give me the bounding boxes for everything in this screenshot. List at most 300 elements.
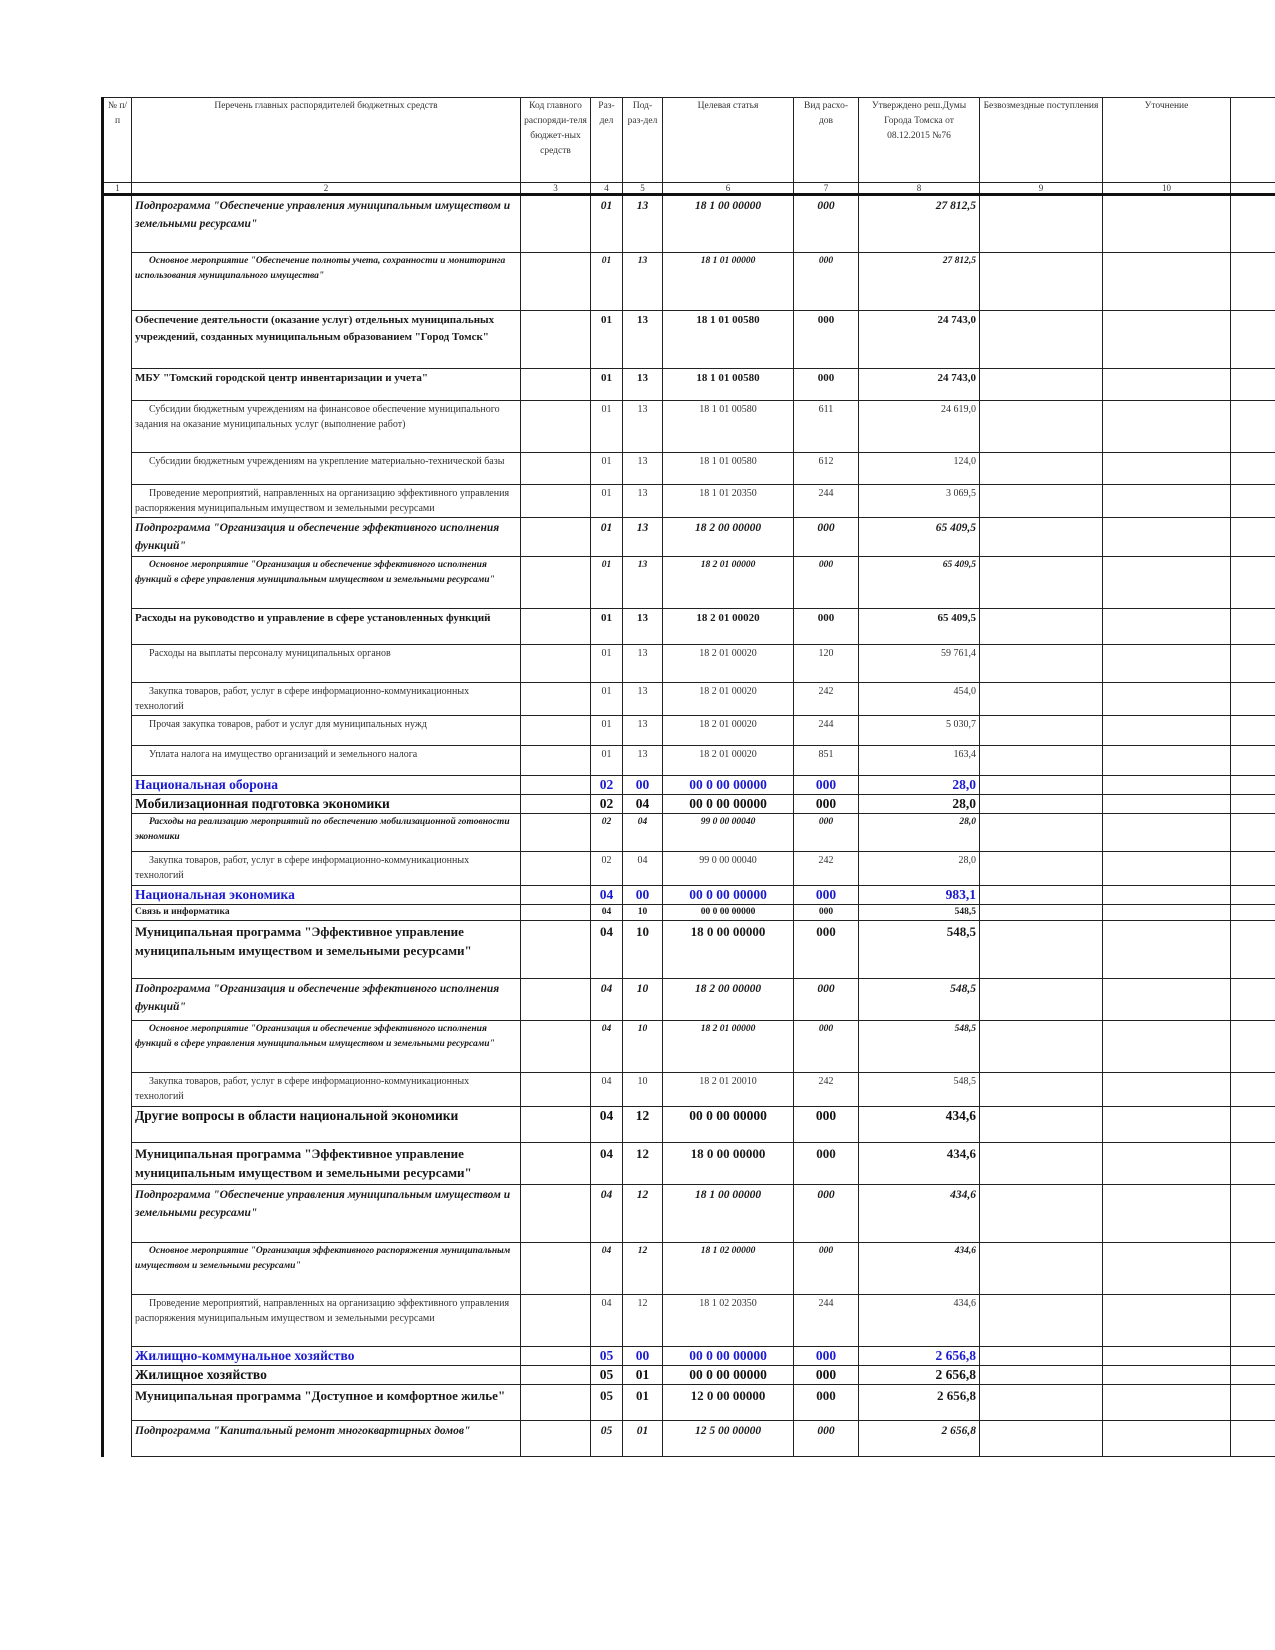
row-number-cell [103,609,132,645]
row-section: 01 [591,683,623,716]
row-clarification [1103,369,1231,401]
header-expense-type: Вид расхо-дов [794,98,859,183]
row-expense-type: 611 [794,401,859,453]
table-row [103,1073,1275,1107]
row-expense-type: 000 [794,609,859,645]
row-extra [1231,795,1275,814]
column-number: 5 [623,183,663,195]
row-recipient-code [521,645,591,683]
row-subsection: 13 [623,485,663,518]
row-number-cell [103,557,132,609]
header-section: Раз-дел [591,98,623,183]
row-expense-type: 244 [794,1295,859,1347]
row-number-cell [103,795,132,814]
row-approved-amount: 27 812,5 [859,195,980,253]
row-name: МБУ "Томский городской центр инвентаризации и учета" [132,369,521,401]
row-target-article: 00 0 00 00000 [663,795,794,814]
row-section: 04 [591,979,623,1021]
row-number-cell [103,1295,132,1347]
row-recipient-code [521,1021,591,1073]
row-subsection: 13 [623,557,663,609]
column-number: 4 [591,183,623,195]
row-free-receipts [980,852,1103,886]
row-clarification [1103,609,1231,645]
row-approved-amount: 3 069,5 [859,485,980,518]
row-name: Муниципальная программа "Эффективное управление муниципальным имуществом и земельными ресурсами" [132,1143,521,1185]
row-extra [1231,852,1275,886]
row-extra [1231,1185,1275,1243]
row-target-article: 18 2 01 00020 [663,645,794,683]
row-recipient-code [521,453,591,485]
row-extra [1231,1385,1275,1421]
row-number-cell [103,1185,132,1243]
row-target-article: 99 0 00 00040 [663,814,794,852]
row-expense-type: 000 [794,921,859,979]
row-subsection: 10 [623,921,663,979]
row-subsection: 10 [623,979,663,1021]
row-expense-type: 000 [794,518,859,557]
row-name: Муниципальная программа "Доступное и комфортное жилье" [132,1385,521,1421]
row-name: Субсидии бюджетным учреждениям на укрепление материально-технической базы [132,453,521,485]
row-free-receipts [980,746,1103,776]
row-approved-amount: 434,6 [859,1295,980,1347]
row-extra [1231,557,1275,609]
row-expense-type: 612 [794,453,859,485]
header-target-article: Целевая статья [663,98,794,183]
row-free-receipts [980,1143,1103,1185]
row-name: Подпрограмма "Обеспечение управления муниципальным имуществом и земельными ресурсами" [132,1185,521,1243]
row-clarification [1103,1143,1231,1185]
row-approved-amount: 124,0 [859,453,980,485]
row-name: Прочая закупка товаров, работ и услуг для муниципальных нужд [132,716,521,746]
table-header [103,98,1275,195]
row-approved-amount: 434,6 [859,1143,980,1185]
row-clarification [1103,716,1231,746]
row-subsection: 13 [623,253,663,311]
row-approved-amount: 24 743,0 [859,311,980,369]
row-clarification [1103,683,1231,716]
row-extra [1231,1421,1275,1457]
row-number-cell [103,814,132,852]
header-recipient-name: Перечень главных распорядителей бюджетных средств [132,98,521,183]
row-clarification [1103,852,1231,886]
row-subsection: 10 [623,905,663,921]
row-section: 01 [591,645,623,683]
table-row [103,1366,1275,1385]
row-recipient-code [521,1366,591,1385]
table-row [103,453,1275,485]
row-clarification [1103,814,1231,852]
row-extra [1231,1073,1275,1107]
row-name: Закупка товаров, работ, услуг в сфере информационно-коммуникационных технологий [132,683,521,716]
row-clarification [1103,401,1231,453]
row-free-receipts [980,814,1103,852]
header-clarification: Уточнение [1103,98,1231,183]
table-row [103,645,1275,683]
row-extra [1231,776,1275,795]
row-section: 01 [591,311,623,369]
row-section: 04 [591,1143,623,1185]
row-expense-type: 000 [794,1385,859,1421]
row-extra [1231,746,1275,776]
column-number: 3 [521,183,591,195]
table-row [103,369,1275,401]
row-subsection: 13 [623,369,663,401]
row-clarification [1103,1243,1231,1295]
row-clarification [1103,1073,1231,1107]
row-section: 04 [591,921,623,979]
row-number-cell [103,1021,132,1073]
row-section: 01 [591,253,623,311]
row-extra [1231,609,1275,645]
row-approved-amount: 2 656,8 [859,1421,980,1457]
row-number-cell [103,1107,132,1143]
row-approved-amount: 5 030,7 [859,716,980,746]
row-expense-type: 000 [794,776,859,795]
row-subsection: 12 [623,1143,663,1185]
row-expense-type: 000 [794,886,859,905]
row-clarification [1103,253,1231,311]
row-expense-type: 000 [794,1107,859,1143]
row-section: 05 [591,1347,623,1366]
row-target-article: 00 0 00 00000 [663,905,794,921]
row-recipient-code [521,979,591,1021]
row-approved-amount: 2 656,8 [859,1366,980,1385]
row-extra [1231,1366,1275,1385]
row-number-cell [103,886,132,905]
row-clarification [1103,979,1231,1021]
row-section: 01 [591,557,623,609]
row-number-cell [103,453,132,485]
table-row [103,311,1275,369]
row-expense-type: 000 [794,979,859,1021]
row-approved-amount: 24 743,0 [859,369,980,401]
row-expense-type: 000 [794,1143,859,1185]
row-free-receipts [980,557,1103,609]
row-number-cell [103,518,132,557]
row-subsection: 04 [623,814,663,852]
row-expense-type: 000 [794,1366,859,1385]
row-approved-amount: 28,0 [859,776,980,795]
row-target-article: 18 2 01 20010 [663,1073,794,1107]
row-approved-amount: 27 812,5 [859,253,980,311]
row-name: Мобилизационная подготовка экономики [132,795,521,814]
row-clarification [1103,1185,1231,1243]
row-expense-type: 000 [794,905,859,921]
row-approved-amount: 548,5 [859,979,980,1021]
row-clarification [1103,1021,1231,1073]
row-free-receipts [980,683,1103,716]
row-recipient-code [521,1107,591,1143]
table-row [103,195,1275,253]
row-subsection: 01 [623,1385,663,1421]
row-expense-type: 000 [794,1347,859,1366]
row-section: 01 [591,195,623,253]
row-target-article: 18 1 01 00580 [663,401,794,453]
row-name: Национальная экономика [132,886,521,905]
row-number-cell [103,905,132,921]
row-expense-type: 000 [794,311,859,369]
row-free-receipts [980,795,1103,814]
table-row [103,1243,1275,1295]
row-section: 04 [591,1107,623,1143]
column-number: 10 [1103,183,1231,195]
row-free-receipts [980,921,1103,979]
row-free-receipts [980,1073,1103,1107]
row-free-receipts [980,1421,1103,1457]
row-section: 04 [591,1243,623,1295]
row-subsection: 13 [623,746,663,776]
column-number: 1 [103,183,132,195]
row-section: 01 [591,716,623,746]
row-name: Расходы на реализацию мероприятий по обеспечению мобилизационной готовности экономики [132,814,521,852]
row-target-article: 18 2 01 00000 [663,1021,794,1073]
row-section: 02 [591,795,623,814]
table-row [103,886,1275,905]
row-name: Подпрограмма "Организация и обеспечение эффективного исполнения функций" [132,518,521,557]
row-target-article: 18 2 01 00020 [663,609,794,645]
row-subsection: 10 [623,1073,663,1107]
column-number: 9 [980,183,1103,195]
row-free-receipts [980,369,1103,401]
row-extra [1231,905,1275,921]
row-section: 01 [591,485,623,518]
row-number-cell [103,852,132,886]
row-expense-type: 000 [794,195,859,253]
row-section: 01 [591,401,623,453]
row-approved-amount: 28,0 [859,795,980,814]
row-expense-type: 242 [794,852,859,886]
row-approved-amount: 65 409,5 [859,609,980,645]
row-approved-amount: 434,6 [859,1107,980,1143]
row-expense-type: 242 [794,1073,859,1107]
row-free-receipts [980,1243,1103,1295]
row-extra [1231,485,1275,518]
row-subsection: 13 [623,401,663,453]
row-expense-type: 000 [794,1185,859,1243]
row-clarification [1103,645,1231,683]
row-subsection: 12 [623,1107,663,1143]
row-recipient-code [521,746,591,776]
row-approved-amount: 454,0 [859,683,980,716]
row-expense-type: 000 [794,1243,859,1295]
row-approved-amount: 65 409,5 [859,557,980,609]
row-free-receipts [980,645,1103,683]
row-number-cell [103,645,132,683]
row-name: Расходы на выплаты персоналу муниципальных органов [132,645,521,683]
row-free-receipts [980,311,1103,369]
row-number-cell [103,979,132,1021]
row-expense-type: 120 [794,645,859,683]
table-row [103,557,1275,609]
budget-document-page [101,97,1275,1457]
row-expense-type: 000 [794,795,859,814]
row-section: 05 [591,1421,623,1457]
row-target-article: 00 0 00 00000 [663,776,794,795]
table-row [103,1295,1275,1347]
row-clarification [1103,453,1231,485]
table-row [103,814,1275,852]
row-free-receipts [980,776,1103,795]
row-target-article: 00 0 00 00000 [663,1107,794,1143]
row-recipient-code [521,1143,591,1185]
row-recipient-code [521,1185,591,1243]
row-name: Другие вопросы в области национальной экономики [132,1107,521,1143]
row-extra [1231,645,1275,683]
row-clarification [1103,557,1231,609]
row-free-receipts [980,453,1103,485]
row-name: Подпрограмма "Капитальный ремонт многоквартирных домов" [132,1421,521,1457]
row-target-article: 18 1 00 00000 [663,1185,794,1243]
row-expense-type: 000 [794,253,859,311]
row-recipient-code [521,195,591,253]
row-approved-amount: 59 761,4 [859,645,980,683]
row-name: Основное мероприятие "Организация и обеспечение эффективного исполнения функций в сфере управления муниципальным имуществом и земельными ресурсами" [132,557,521,609]
row-clarification [1103,921,1231,979]
table-row [103,683,1275,716]
table-body [103,195,1275,1457]
table-row [103,746,1275,776]
row-number-cell [103,746,132,776]
row-name: Основное мероприятие "Организация и обеспечение эффективного исполнения функций в сфере управления муниципальным имуществом и земельными ресурсами" [132,1021,521,1073]
table-row [103,518,1275,557]
row-expense-type: 244 [794,485,859,518]
row-subsection: 13 [623,609,663,645]
row-subsection: 10 [623,1021,663,1073]
row-section: 01 [591,453,623,485]
row-section: 05 [591,1385,623,1421]
row-name: Обеспечение деятельности (оказание услуг) отдельных муниципальных учреждений, созданных муниципальным образованием "Город Томск" [132,311,521,369]
row-expense-type: 000 [794,1021,859,1073]
row-approved-amount: 2 656,8 [859,1347,980,1366]
row-name: Жилищное хозяйство [132,1366,521,1385]
row-approved-amount: 983,1 [859,886,980,905]
row-number-cell [103,1366,132,1385]
row-approved-amount: 28,0 [859,852,980,886]
row-number-cell [103,921,132,979]
row-recipient-code [521,1073,591,1107]
row-name: Связь и информатика [132,905,521,921]
row-free-receipts [980,979,1103,1021]
row-subsection: 00 [623,1347,663,1366]
column-number: 2 [132,183,521,195]
row-clarification [1103,1347,1231,1366]
row-approved-amount: 28,0 [859,814,980,852]
row-recipient-code [521,1421,591,1457]
row-clarification [1103,905,1231,921]
row-extra [1231,1107,1275,1143]
row-recipient-code [521,921,591,979]
row-name: Расходы на руководство и управление в сфере установленных функций [132,609,521,645]
row-recipient-code [521,1347,591,1366]
row-subsection: 00 [623,776,663,795]
table-row [103,1107,1275,1143]
table-row [103,979,1275,1021]
row-expense-type: 000 [794,369,859,401]
row-subsection: 13 [623,518,663,557]
row-approved-amount: 24 619,0 [859,401,980,453]
row-target-article: 99 0 00 00040 [663,852,794,886]
row-expense-type: 244 [794,716,859,746]
row-target-article: 18 2 01 00020 [663,683,794,716]
row-target-article: 18 1 01 20350 [663,485,794,518]
row-free-receipts [980,1295,1103,1347]
header-subsection: Под-раз-дел [623,98,663,183]
row-section: 04 [591,1073,623,1107]
row-number-cell [103,776,132,795]
row-target-article: 00 0 00 00000 [663,886,794,905]
row-extra [1231,1347,1275,1366]
row-extra [1231,195,1275,253]
row-free-receipts [980,886,1103,905]
row-subsection: 13 [623,195,663,253]
row-free-receipts [980,1347,1103,1366]
row-extra [1231,1295,1275,1347]
row-clarification [1103,1107,1231,1143]
row-free-receipts [980,609,1103,645]
header-recipient-code: Код главного распоряди-теля бюджет-ных средств [521,98,591,183]
row-target-article: 18 2 00 00000 [663,979,794,1021]
row-target-article: 18 2 01 00020 [663,746,794,776]
row-section: 02 [591,852,623,886]
row-approved-amount: 548,5 [859,905,980,921]
row-approved-amount: 65 409,5 [859,518,980,557]
row-target-article: 18 1 01 00000 [663,253,794,311]
row-recipient-code [521,814,591,852]
row-recipient-code [521,905,591,921]
row-section: 04 [591,886,623,905]
table-row [103,716,1275,746]
header-extra [1231,98,1275,183]
row-number-cell [103,1143,132,1185]
row-name: Подпрограмма "Обеспечение управления муниципальным имуществом и земельными ресурсами" [132,195,521,253]
row-subsection: 13 [623,453,663,485]
row-recipient-code [521,795,591,814]
row-approved-amount: 2 656,8 [859,1385,980,1421]
row-free-receipts [980,195,1103,253]
row-number-cell [103,485,132,518]
table-row [103,1347,1275,1366]
table-row [103,1385,1275,1421]
row-free-receipts [980,401,1103,453]
row-clarification [1103,518,1231,557]
row-recipient-code [521,401,591,453]
row-clarification [1103,485,1231,518]
row-recipient-code [521,1385,591,1421]
row-name: Основное мероприятие "Организация эффективного распоряжения муниципальным имуществом и земельными ресурсами" [132,1243,521,1295]
row-target-article: 18 1 01 00580 [663,453,794,485]
row-name: Основное мероприятие "Обеспечение полноты учета, сохранности и мониторинга использования муниципального имущества" [132,253,521,311]
row-subsection: 13 [623,683,663,716]
row-extra [1231,401,1275,453]
row-clarification [1103,311,1231,369]
row-free-receipts [980,485,1103,518]
header-approved: Утверждено реш.Думы Города Томска от 08.12.2015 №76 [859,98,980,183]
table-row [103,253,1275,311]
table-row [103,776,1275,795]
row-subsection: 13 [623,716,663,746]
row-number-cell [103,1421,132,1457]
row-extra [1231,369,1275,401]
row-recipient-code [521,1295,591,1347]
row-number-cell [103,716,132,746]
table-row [103,921,1275,979]
row-extra [1231,1143,1275,1185]
row-target-article: 18 2 01 00020 [663,716,794,746]
row-section: 01 [591,518,623,557]
table-row [103,852,1275,886]
row-extra [1231,518,1275,557]
